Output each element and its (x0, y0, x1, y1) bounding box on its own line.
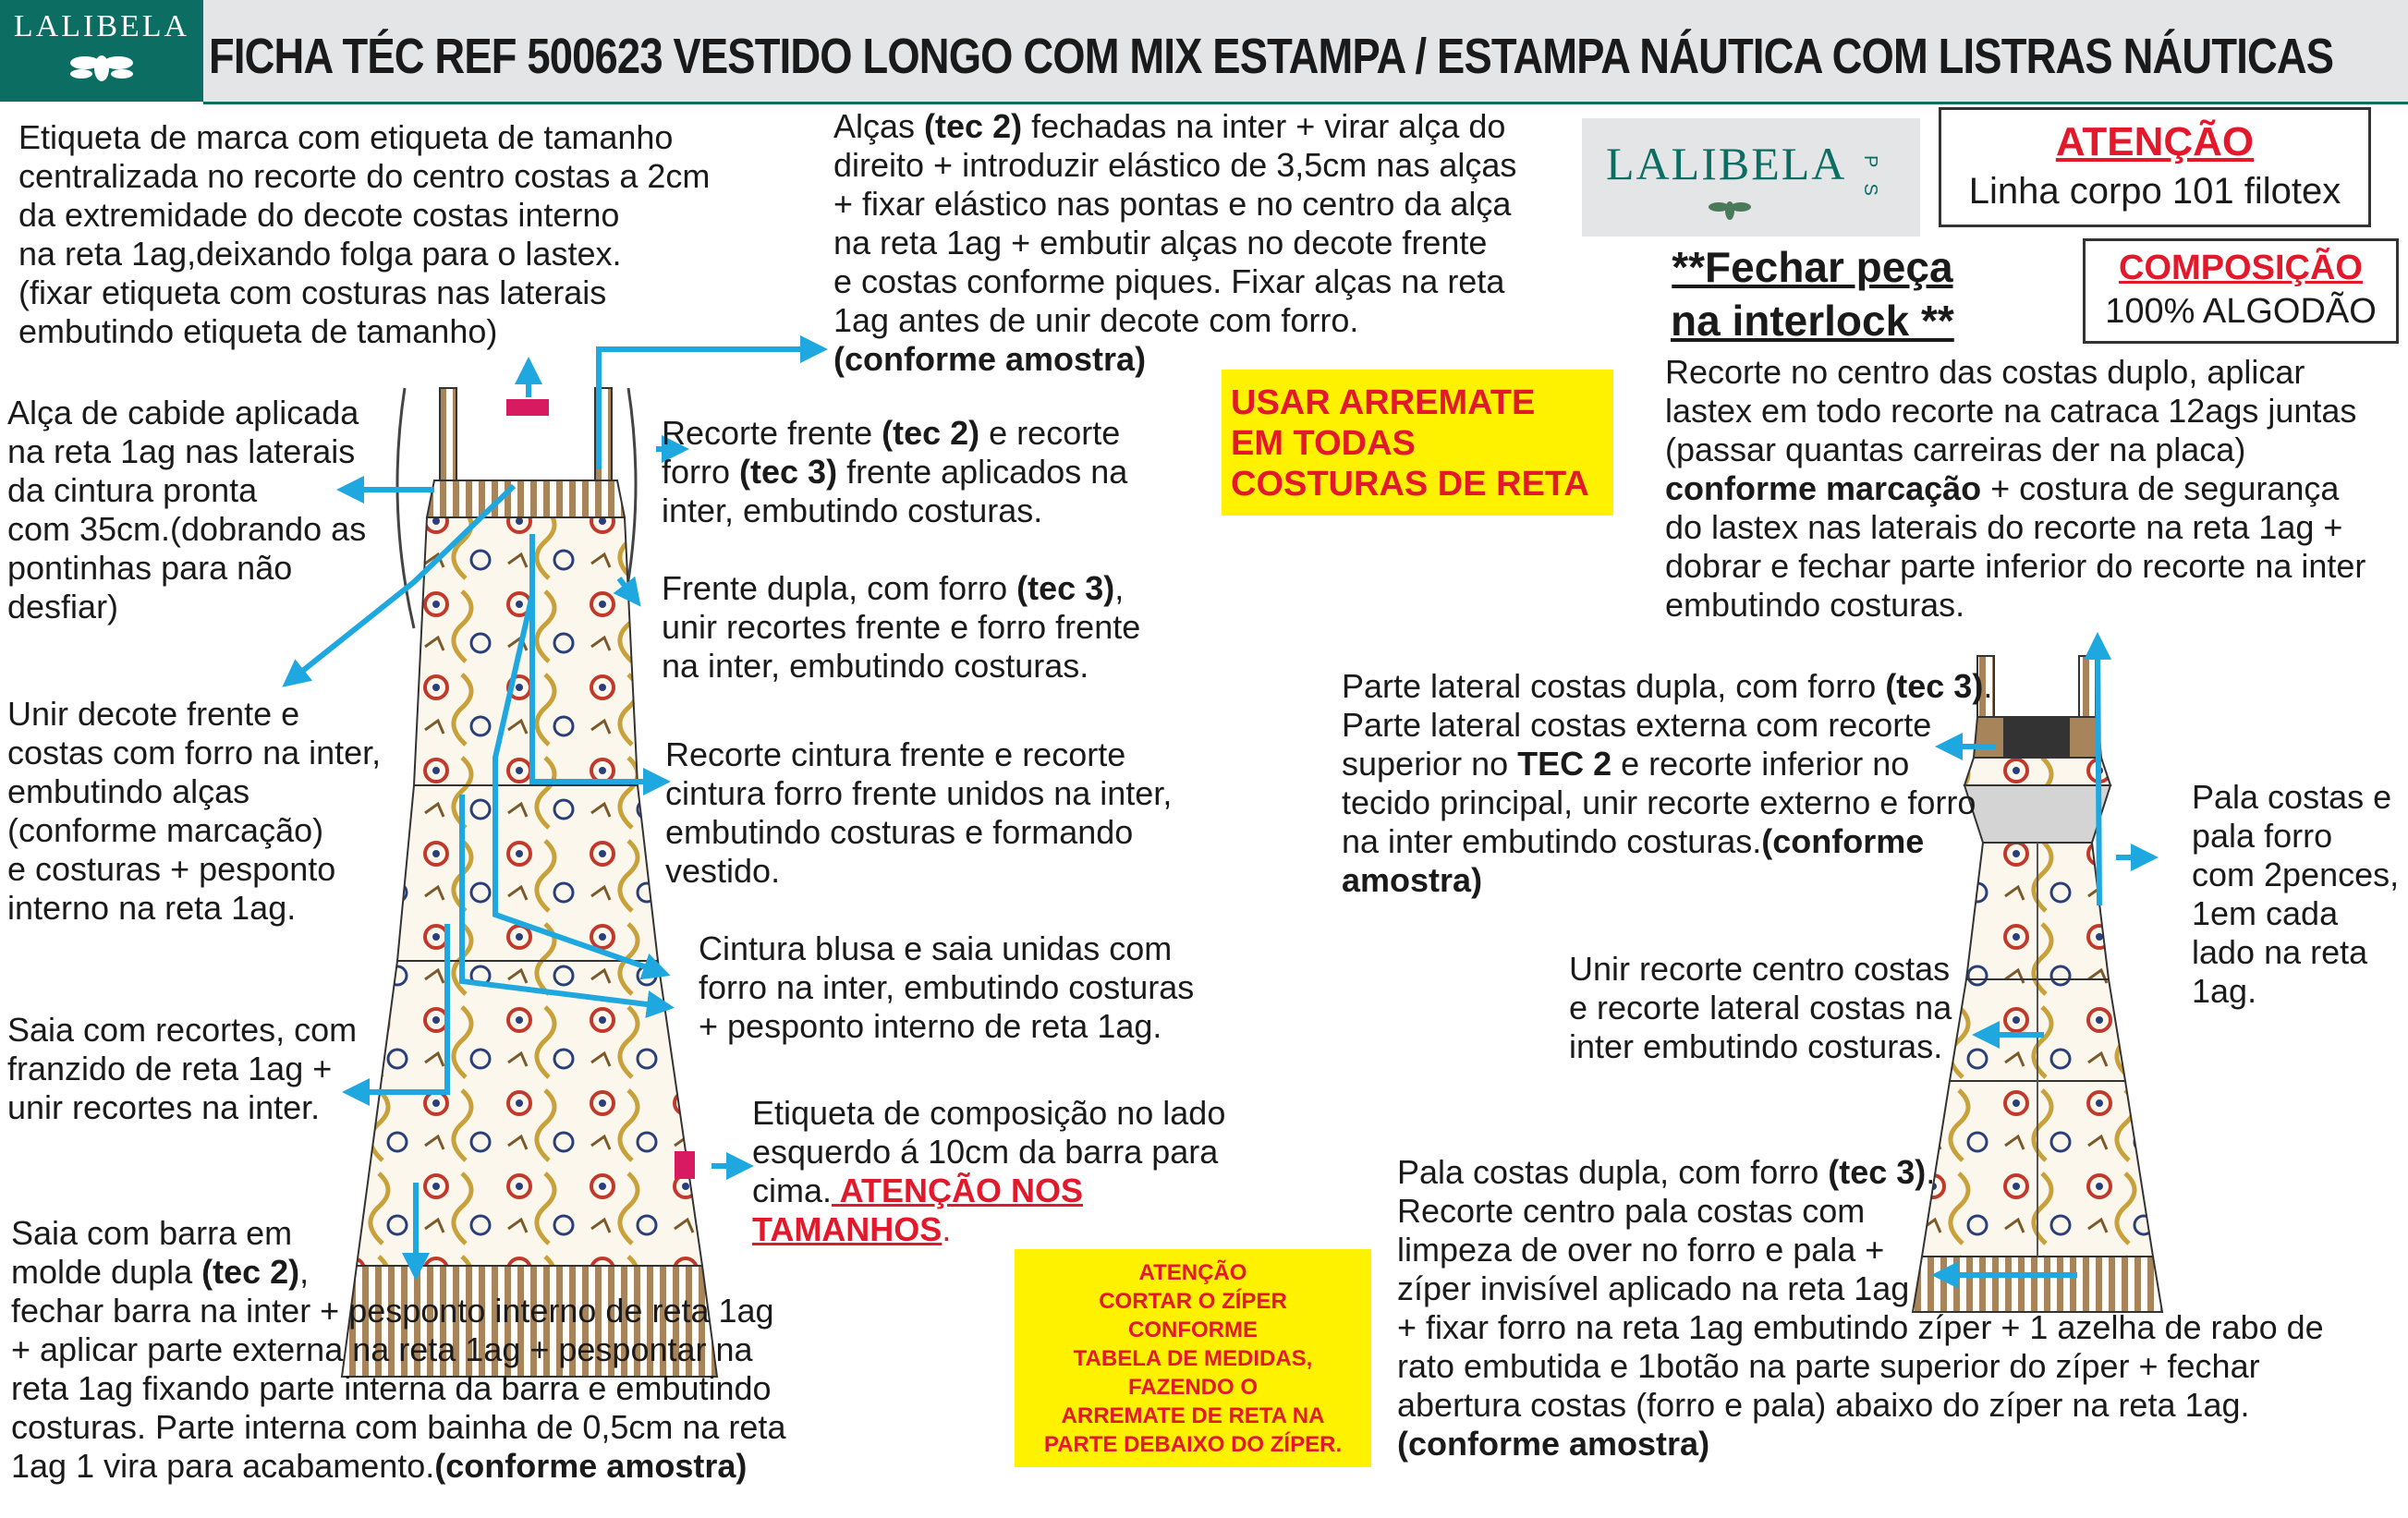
note-etiqueta-composicao: Etiqueta de composição no lado esquerdo á 10cm da barra para cima. ATENÇÃO NOS TAMANHOS. (752, 1094, 1226, 1248)
note-unir-decote: Unir decote frente e costas com forro na inter, embutindo alças (conforme marcação) e costuras + pesponto interno na reta 1ag. (7, 695, 382, 927)
note-recorte-cintura: Recorte cintura frente e recorte cintura forro frente unidos na inter, embutindo costuras e formando vestido. (665, 735, 1173, 890)
note-saia-recortes: Saia com recortes, com franzido de reta 1ag + unir recortes na inter. (7, 1011, 358, 1126)
brand-tag: P S (1860, 155, 1880, 201)
note-cintura-blusa: Cintura blusa e saia unidas com forro na inter, embutindo costuras + pesponto interno de reta 1ag. (699, 929, 1195, 1045)
brand-name: LALIBELA (13, 9, 190, 43)
note-recorte-frente: Recorte frente (tec 2) e recorte forro (tec 3) frente aplicados na inter, embutindo costuras. (662, 414, 1128, 529)
composition-text: 100% ALGODÃO (2105, 292, 2377, 331)
brand-name-secondary: LALIBELA (1606, 138, 1847, 189)
interlock-note: **Fechar peça na interlock ** (1671, 243, 1954, 345)
composition-title: COMPOSIÇÃO (2119, 249, 2363, 287)
note-pala-costas-forro: Pala costas e pala forro com 2pences, 1em cada lado na reta 1ag. (2192, 778, 2400, 1010)
note-alca-cabide: Alça de cabide aplicada na reta 1ag nas laterais da cintura pronta com 35cm.(dobrando as pontinhas para não desfiar) (7, 394, 367, 625)
note-pala-dupla: Pala costas dupla, com forro (tec 3). Recorte centro pala costas com limpeza de over no forro e pala + zíper invisível aplicado na reta 1ag + fixar forro na reta 1ag embutindo zíper + 1 azelha de rabo de rato embutida e 1botão na parte superior do zíper + fechar abertura costas (forro e pala) abaixo do zíper na reta 1ag. (conforme amostra) (1397, 1153, 2324, 1463)
zipper-warning: ATENÇÃO CORTAR O ZÍPER CONFORME TABELA DE MEDIDAS, FAZENDO O ARREMATE DE RETA NA PARTE DEBAIXO DO ZÍPER. (1015, 1249, 1371, 1467)
note-lateral-costas: Parte lateral costas dupla, com forro (tec 3). Parte lateral costas externa com recorte superior no TEC 2 e recorte inferior no tecido principal, unir recorte externo e forro na inter embutindo costuras.(conforme amostra) (1342, 667, 1993, 899)
note-saia-barra: Saia com barra em molde dupla (tec 2), fechar barra na inter + pesponto interno de reta 1ag + aplicar parte externa na reta 1ag + pespontar na reta 1ag fixando parte interna da barra e embutindo costuras. Parte interna com bainha de 0,5cm na reta 1ag 1 vira para acabamento.(conforme amostra) (11, 1214, 786, 1485)
note-unir-recorte-centro: Unir recorte centro costas e recorte lateral costas na inter embutindo costuras. (1569, 950, 1952, 1065)
note-recorte-centro: Recorte no centro das costas duplo, aplicar lastex em todo recorte na catraca 12ags juntas (passar quantas carreiras der na placa) conforme marcação + costura de segurança do lastex nas laterais do recorte na reta 1ag + dobrar e fechar parte inferior do recorte na inter embutindo costuras. (1665, 353, 2366, 624)
note-frente-dupla: Frente dupla, com forro (tec 3), unir recortes frente e forro frente na inter, embutindo costuras. (662, 569, 1141, 685)
attention-text: Linha corpo 101 filotex (1968, 171, 2341, 212)
note-etiqueta-marca: Etiqueta de marca com etiqueta de tamanho centralizada no recorte do centro costas a 2cm da extremidade do decote costas interno na reta 1ag,deixando folga para o lastex. (fixar etiqueta com costuras nas laterais embutindo etiqueta de tamanho) (18, 118, 711, 350)
note-alcas: Alças (tec 2) fechadas na inter + virar alça do direito + introduzir elástico de 3,5cm nas alças + fixar elástico nas pontas e no centro da alça na reta 1ag + embutir alças no decote frente e costas conforme piques. Fixar alças na reta 1ag antes de unir decote com forro. (conforme amostra) (833, 107, 1517, 378)
attention-title: ATENÇÃO (2055, 119, 2255, 164)
page-title: FICHA TÉC REF 500623 VESTIDO LONGO COM MIX ESTAMPA / ESTAMPA NÁUTICA COM LISTRAS NÁUTICAS (209, 29, 2334, 84)
arremate-warning: USAR ARREMATE EM TODAS COSTURAS DE RETA (1222, 370, 1613, 516)
